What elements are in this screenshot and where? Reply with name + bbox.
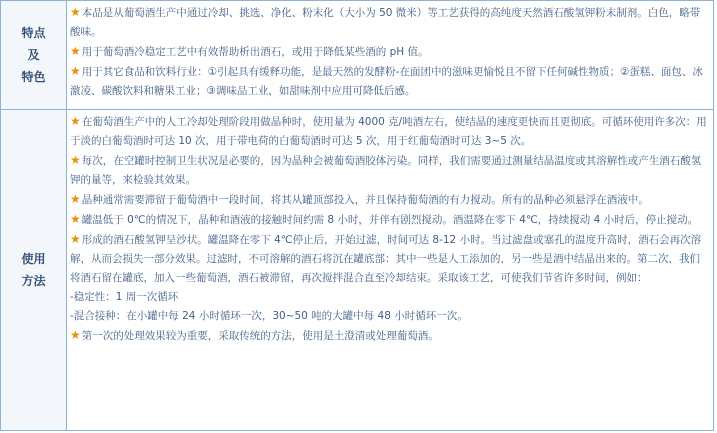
- paragraph-text: 晶种通常需要滞留于葡萄酒中一段时间，将其从罐顶部投入，并且保持葡萄酒的有力搅动。所有的晶种必须悬浮在酒液中。: [81, 194, 649, 206]
- star-icon: ★: [70, 192, 81, 206]
- usage-paragraph: [70, 190, 708, 210]
- star-icon: ★: [70, 114, 81, 128]
- star-icon: ★: [70, 5, 81, 19]
- usage-subitem: [70, 288, 708, 307]
- features-content: [67, 1, 714, 110]
- star-icon: ★: [70, 232, 81, 246]
- usage-paragraph: [70, 230, 708, 288]
- star-icon: ★: [70, 153, 81, 167]
- paragraph-text: 形成的酒石酸氢钾呈沙状。罐温降在零下 4℃停止后，开始过滤，时间可达 8-12 小时。当过滤盘或塞孔的温度升高时，酒石会再次溶解，从而会损失一部分效果。过滤时，不可溶解的酒石将沉在罐底部：其中一些是人工添加的，另一些是酒中结晶出来的。第二次，我们将酒石留在罐底，加入一些葡萄酒，酒石被滞留，再次搅拌混合直至冷却结束。采取该工艺，可使我们节省许多时间，例如：: [70, 234, 702, 284]
- paragraph-text: -稳定性：1 周一次循环: [70, 291, 179, 303]
- usage-paragraph: [70, 210, 708, 230]
- paragraph-text: 罐温低于 0℃的情况下，晶种和酒液的接触时间约需 8 小时，并伴有剧烈搅动。酒温降在零下 4℃，持续搅动 4 小时后，停止搅动。: [81, 214, 699, 226]
- usage-content: [67, 110, 714, 431]
- usage-subitem: [70, 307, 708, 326]
- row-label-line: 及: [27, 48, 40, 62]
- usage-paragraph: [70, 326, 708, 346]
- table-row-features: [1, 1, 714, 110]
- row-label-line: 特点: [21, 26, 46, 40]
- paragraph-text: 用于其它食品和饮料行业：①引起具有缓释功能，是最天然的发酵粉-在面团中的滋味更愉悦且不留下任何碱性物质；②蛋糕、面包、冰激凌、碳酸饮料和糖果工业；③调味品工业，如甜味剂中应用可降低后感。: [70, 66, 703, 97]
- paragraph-text: 本品是从葡萄酒生产中通过冷却、挑选、净化、粉末化（大小为 50 微米）等工艺获得的高纯度天然酒石酸氢钾粉末制剂。白色，略带酸味。: [70, 7, 701, 38]
- feature-paragraph: [70, 3, 708, 42]
- row-label-line: 使用: [21, 252, 46, 266]
- row-label-line: 特色: [21, 70, 46, 84]
- star-icon: ★: [70, 212, 81, 226]
- feature-paragraph: [70, 42, 708, 62]
- star-icon: ★: [70, 64, 81, 78]
- row-label-line: 方法: [21, 274, 46, 288]
- paragraph-text: 用于葡萄酒冷稳定工艺中有效帮助析出酒石，或用于降低某些酒的 pH 值。: [81, 46, 429, 58]
- star-icon: ★: [70, 44, 81, 58]
- table-row-usage: [1, 110, 714, 431]
- usage-paragraph: [70, 112, 708, 151]
- paragraph-text: 第一次的处理效果较为重要，采取传统的方法，使用是土澄清或处理葡萄酒。: [81, 330, 439, 342]
- row-label-features: [1, 1, 67, 110]
- paragraph-text: 每次，在空罐时控制卫生状况是必要的，因为晶种会被葡萄酒胶体污染。同样，我们需要通过测量结晶温度或其溶解性或产生酒石酸氢钾的量等，来检验其效果。: [70, 155, 702, 186]
- star-icon: ★: [70, 328, 81, 342]
- usage-paragraph: [70, 151, 708, 190]
- paragraph-text: 在葡萄酒生产中的人工冷却处理阶段用做晶种时，使用量为 4000 克/吨酒左右，使结晶的速度更快而且更彻底。可循环使用许多次：用于淡的白葡萄酒时可达 10 次，用于带电荷的白葡萄酒时可达 5 次，用于红葡萄酒时可达 3~5 次。: [70, 116, 707, 147]
- paragraph-text: -混合接种：在小罐中每 24 小时循环一次，30~50 吨的大罐中每 48 小时循环一次。: [70, 310, 468, 322]
- feature-paragraph: [70, 62, 708, 101]
- row-label-usage: [1, 110, 67, 431]
